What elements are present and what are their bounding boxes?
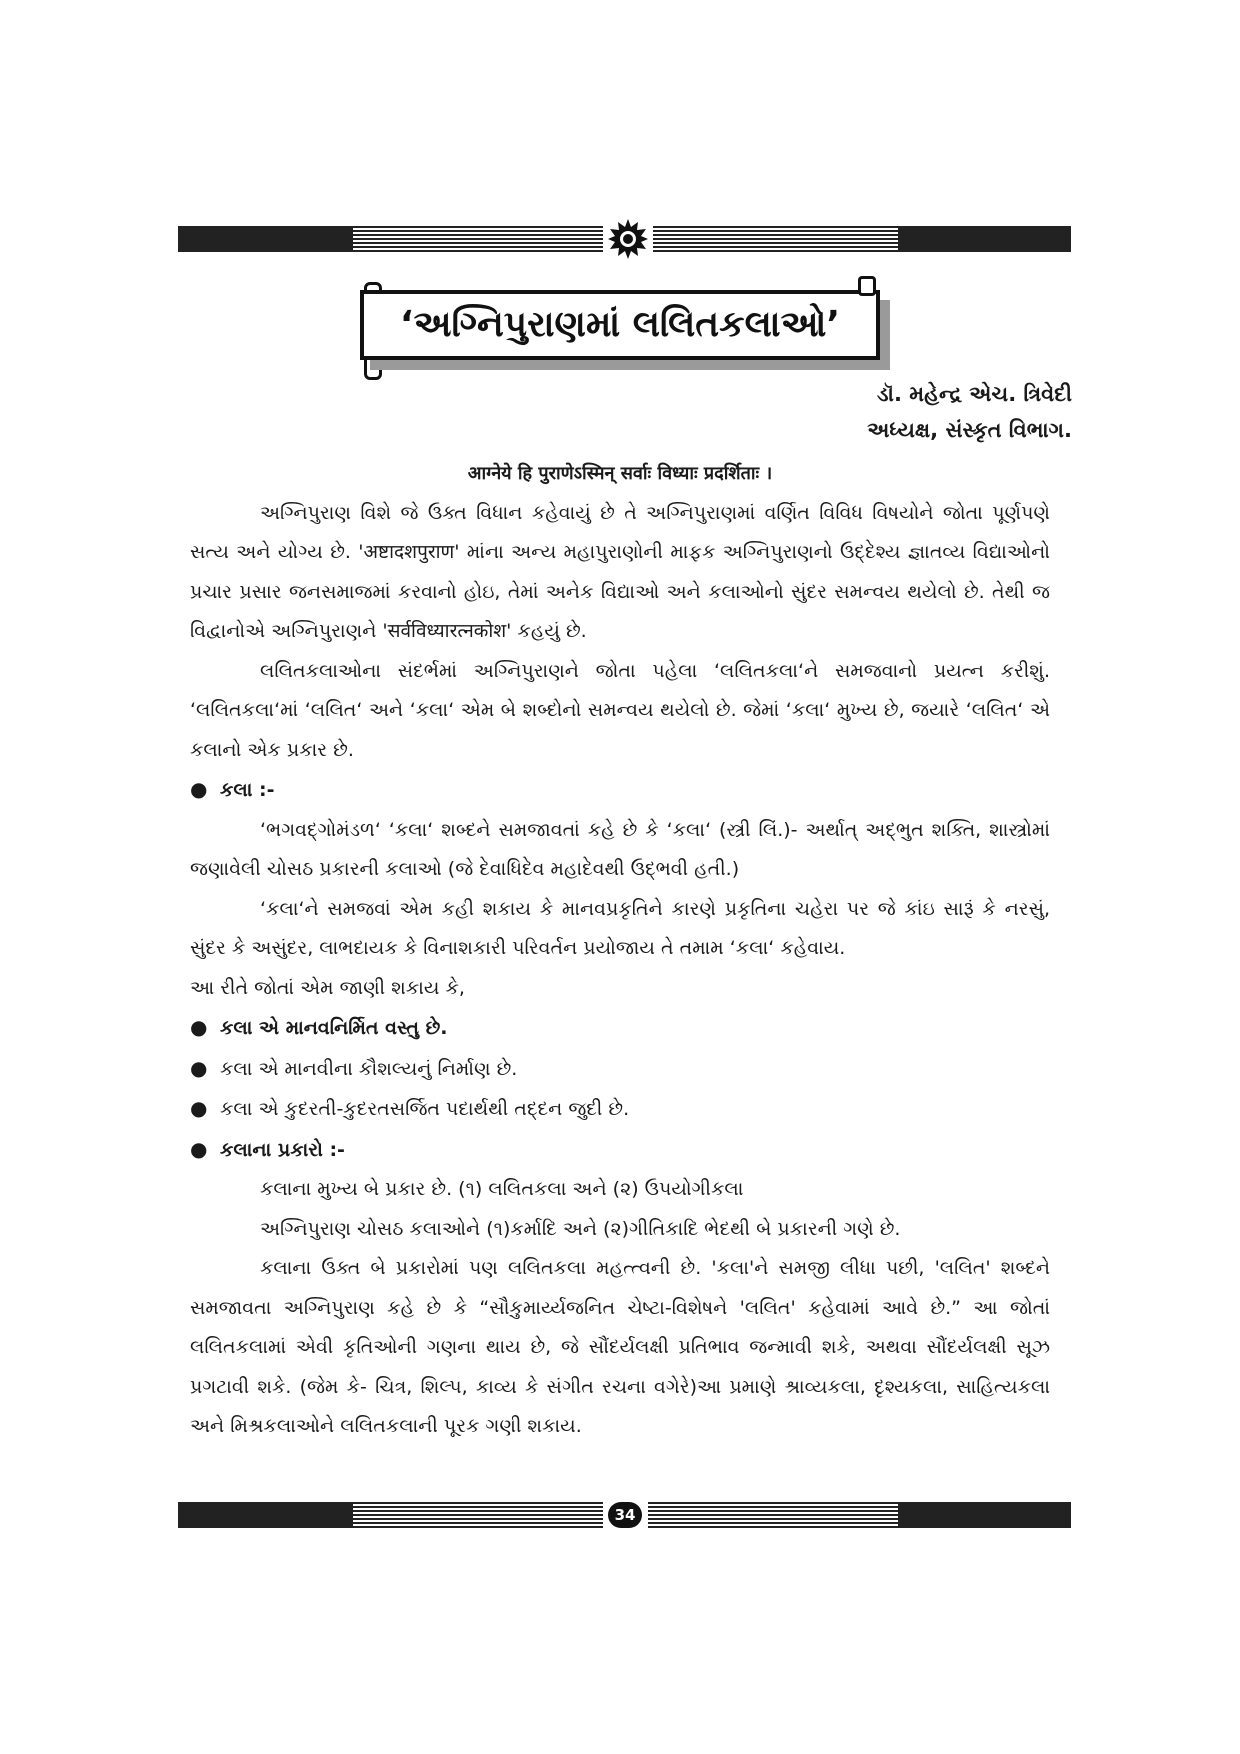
bullet-dot-icon: ● xyxy=(190,1096,208,1120)
top-band xyxy=(178,226,1071,252)
sanskrit-quote: आग्नेये हि पुराणेऽस्मिन् सर्वाः विध्याः प्रदर्शिताः । xyxy=(467,463,773,484)
list-item-text: કલા એ માનવીના કૌશલ્યનું નિર્માણ છે. xyxy=(220,1057,518,1080)
bullet-dot-icon: ● xyxy=(190,777,208,801)
bullet-dot-icon: ● xyxy=(190,1015,208,1039)
paragraph-4: ‘કલા‘ને સમજવાં એમ કહી શકાય કે માનવપ્રકૃતિને કારણે પ્રકૃતિના ચહેરા પર જે કાંઇ સારૂં કે નરસું, સુંદર કે અસુંદર, લાભદાયક કે વિનાશકારી પરિવર્તન પ્રયોજાય તે તમામ ‘કલા‘ કહેવાય. xyxy=(190,897,1050,959)
list-item xyxy=(190,1008,1050,1049)
article-body xyxy=(190,454,1050,1447)
author-name: ડૉ. મહેન્દ્ર એચ. ત્રિવેદી xyxy=(877,382,1072,406)
top-band-right-solid xyxy=(898,226,1071,252)
heading-prakaro xyxy=(190,1130,1050,1171)
list-item-text: કલા એ માનવનિર્મિત વસ્તુ છે. xyxy=(220,1017,448,1039)
list-item xyxy=(190,1049,1050,1090)
title-box xyxy=(360,290,880,360)
bullet-dot-icon: ● xyxy=(190,1055,208,1080)
bottom-band xyxy=(178,1502,1071,1528)
paragraph-5: આ રીતે જોતાં એમ જાણી શકાય કે, xyxy=(190,976,465,999)
page-number: 34 xyxy=(608,1502,642,1528)
author-designation: અધ્યક્ષ, સંસ્કૃત વિભાગ. xyxy=(867,418,1072,442)
page-title: ‘અગ્નિપુરાણમાં લલિતકલાઓ’ xyxy=(399,304,841,345)
bottom-band-left-solid xyxy=(178,1502,353,1528)
scroll-right-roll xyxy=(858,276,876,296)
sun-emblem-icon xyxy=(608,219,648,259)
list-item xyxy=(190,1089,1050,1130)
bottom-band-left-lines xyxy=(353,1502,603,1528)
bullet-dot-icon: ● xyxy=(190,1136,208,1161)
heading-kala-text: કલા :- xyxy=(220,779,275,801)
bottom-band-right-lines xyxy=(648,1502,898,1528)
bottom-band-right-solid xyxy=(898,1502,1071,1528)
list-item-text: કલા એ કુદરતી-કુદરતસર્જિત પદાર્થથી તદ્દન જુદી છે. xyxy=(220,1098,630,1120)
top-band-left-solid xyxy=(178,226,353,252)
paragraph-6: કલાના મુખ્ય બે પ્રકાર છે. (૧) લલિતકલા અને (૨) ઉપયોગીકલા xyxy=(260,1178,744,1200)
top-band-left-lines xyxy=(353,226,603,252)
paragraph-1: અગ્નિપુરાણ વિશે જે ઉક્ત વિધાન કહેવાયું છે તે અગ્નિપુરાણમાં વર્ણિત વિવિધ વિષયોને જોતા પૂર્ણપણે સત્ય અને યોગ્ય છે. 'अष्टादशपुराण' માંના અન્ય મહાપુરાણોની માફક અગ્નિપુરાણનો ઉદ્દેશ્ય જ્ઞાતવ્ય વિદ્યાઓનો પ્રચાર પ્રસાર જનસમાજમાં કરવાનો હોઇ, તેમાં અનેક વિદ્યાઓ અને કલાઓનો સુંદર સમન્વય થયેલો છે. તેથી જ વિદ્વાનોએ અગ્નિપુરાણને 'सर्वविध्यारत्नकोश' કહયું છે. xyxy=(190,501,1050,642)
paragraph-2: લલિતકલાઓના સંદર્ભમાં અગ્નિપુરાણને જોતા પહેલા ‘લલિતકલા‘ને સમજવાનો પ્રયત્ન કરીશું. ‘લલિતકલા‘માં ‘લલિત‘ અને ‘કલા‘ એમ બે શબ્દોનો સમન્વય થયેલો છે. જેમાં ‘કલા‘ મુખ્ય છે, જયારે ‘લલિત‘ એ કલાનો એક પ્રકાર છે. xyxy=(190,659,1050,761)
top-band-right-lines xyxy=(653,226,898,252)
heading-kala xyxy=(190,770,1050,811)
paragraph-7: અગ્નિપુરાણ ચોસઠ કલાઓને (૧)કર્માદિ અને (૨)ગીતિકાદિ ભેદથી બે પ્રકારની ગણે છે. xyxy=(260,1217,901,1240)
heading-prakaro-text: કલાના પ્રકારો :- xyxy=(220,1138,345,1161)
paragraph-3: ‘ભગવદ્ગોમંડળ‘ ‘કલા‘ શબ્દને સમજાવતાં કહે છે કે ‘કલા‘ (સ્ત્રી લિં.)- અર્થાત્ અદ્ભુત શક્તિ, શાસ્ત્રોમાં જણાવેલી ચોસઠ પ્રકારની કલાઓ (જે દેવાધિદેવ મહાદેવથી ઉદ્ભવી હતી.) xyxy=(190,818,1050,880)
author-block xyxy=(867,376,1072,448)
paragraph-8: કલાના ઉક્ત બે પ્રકારોમાં પણ લલિતકલા મહત્ત્વની છે. 'કલા'ને સમજી લીધા પછી, 'લલિત' શબ્દને સમજાવતા અગ્નિપુરાણ કહે છે કે “સૌકુમાર્ય્યજનિત ચેષ્ટા-વિશેષને 'લલિત' કહેવામાં આવે છે.” આ જોતાં લલિતકલામાં એવી કૃતિઓની ગણના થાય છે, જે સૌંદર્યલક્ષી પ્રતિભાવ જન્માવી શકે, અથવા સૌંદર્યલક્ષી સૂઝ પ્રગટાવી શકે. (જેમ કે- ચિત્ર, શિલ્પ, કાવ્ય કે સંગીત રચના વગેરે)આ પ્રમાણે શ્રાવ્યકલા, દૃશ્યકલા, સાહિત્યકલા અને મિશ્રકલાઓને લલિતકલાની પૂરક ગણી શકાય. xyxy=(190,1257,1050,1437)
